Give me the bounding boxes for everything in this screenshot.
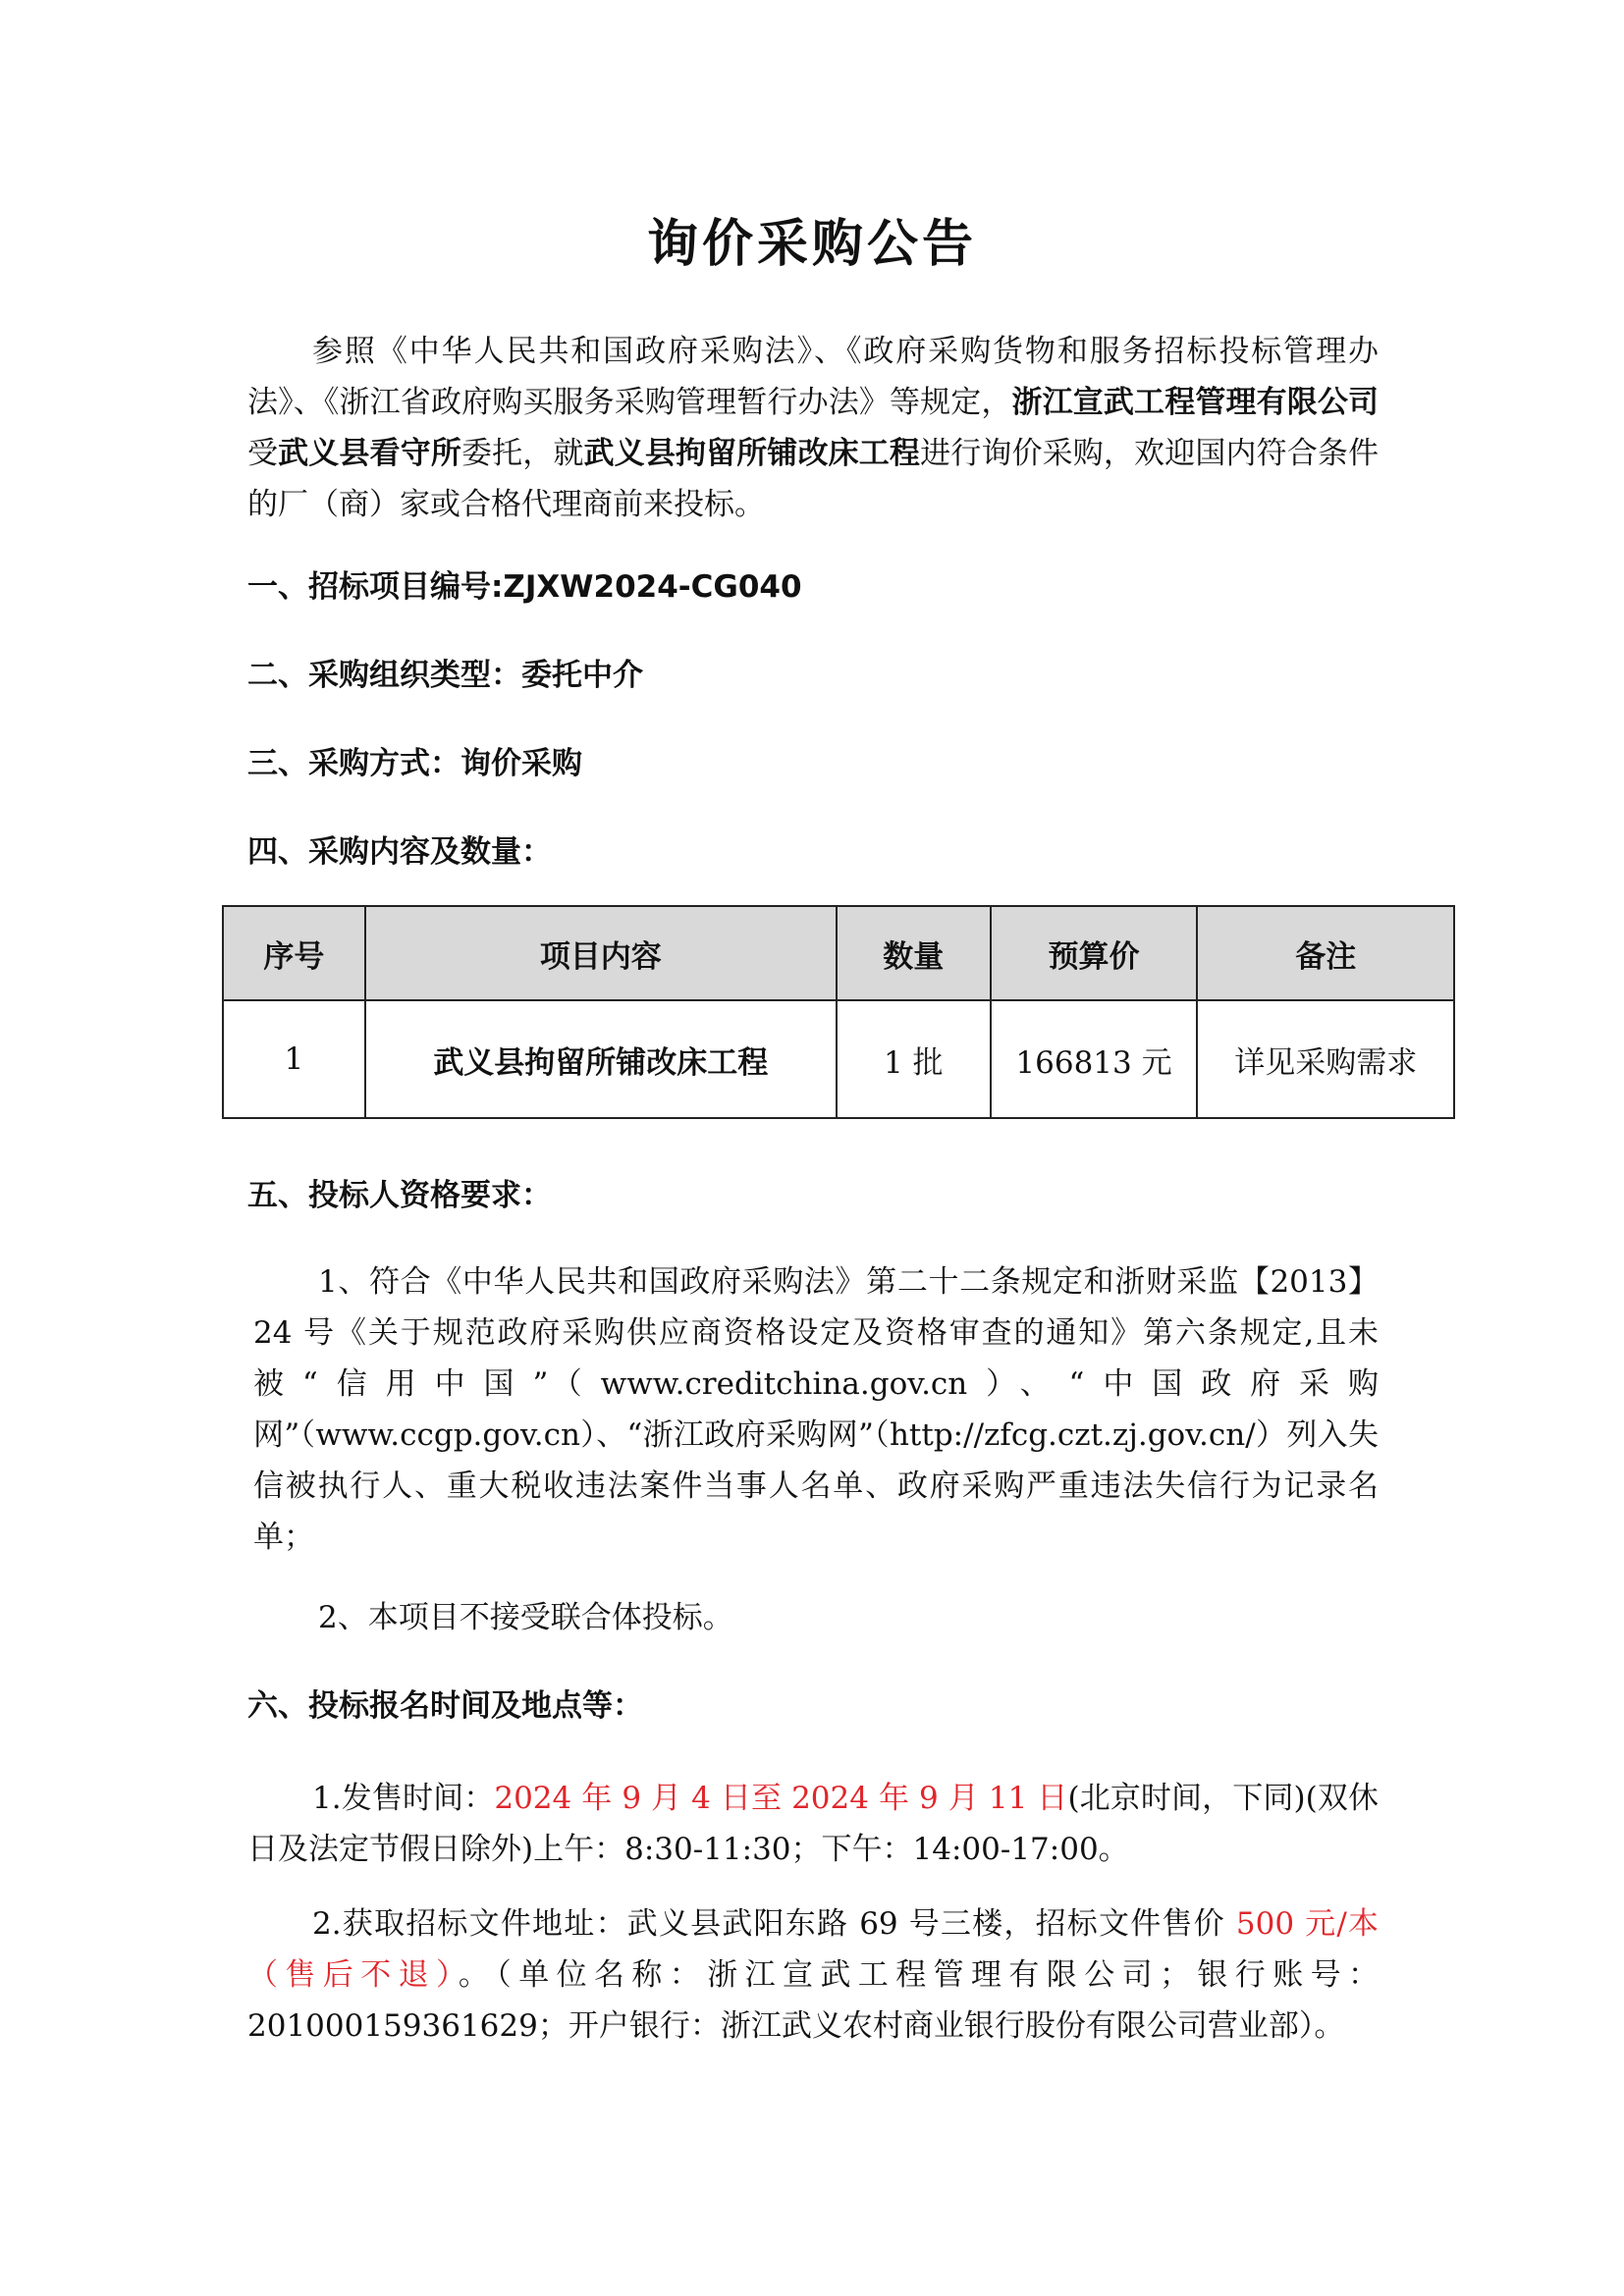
header-budget: 预算价 xyxy=(991,906,1198,1000)
intro-paragraph xyxy=(247,326,1379,530)
page-title: 询价采购公告 xyxy=(646,215,977,274)
intro-text-3: 委托，就 xyxy=(460,436,584,471)
intro-text-2: 受 xyxy=(247,436,279,471)
intro-text-1: 参照《中华人民共和国政府采购法》、《政府采购货物和服务招标投标管理办法》、《浙江省政府购买服务采购管理暂行办法》等规定， xyxy=(247,334,1379,420)
agency-name: 浙江宣武工程管理有限公司 xyxy=(1011,385,1380,420)
qualification-item-1: 1、符合《中华人民共和国政府采购法》第二十二条规定和浙财采监【2013】24 号《关于规范政府采购供应商资格设定及资格审查的通知》第六条规定,且未被“信用中国”（www.creditchina.gov.cn）、“中国政府采购网”（www.ccgp.gov.cn）、“浙江政府采购网”（http://zfcg.czt.zj.gov.cn/）列入失信被执行人、重大税收违法案件当事人名单、政府采购严重违法失信行为记录名单； xyxy=(253,1264,1379,1555)
client-name: 武义县看守所 xyxy=(278,436,461,471)
payment-details: 。（单位名称：浙江宣武工程管理有限公司；银行账号：201000159361629；开户银行：浙江武义农村商业银行股份有限公司营业部）。 xyxy=(247,1957,1380,2044)
table-row xyxy=(223,1000,1454,1118)
document-price: 500 元/本（售后不退） xyxy=(247,1906,1379,1993)
header-serial: 序号 xyxy=(223,906,365,1000)
header-quantity: 数量 xyxy=(837,906,991,1000)
qualification-item-2: 2、本项目不接受联合体投标。 xyxy=(318,1600,733,1635)
cell-budget: 166813 元 xyxy=(991,1000,1198,1118)
cell-content: 武义县拘留所铺改床工程 xyxy=(365,1000,837,1118)
section-project-number: 一、招标项目编号:ZJXW2024-CG040 xyxy=(247,569,802,605)
cell-quantity: 1 批 xyxy=(837,1000,991,1118)
section-content-quantity: 四、采购内容及数量： xyxy=(247,834,552,870)
section-qualifications: 五、投标人资格要求： xyxy=(247,1178,552,1213)
header-content: 项目内容 xyxy=(365,906,837,1000)
sale-time-label: 1.发售时间： xyxy=(312,1781,495,1816)
section-procurement-method: 三、采购方式：询价采购 xyxy=(247,746,582,781)
section-organization-type: 二、采购组织类型：委托中介 xyxy=(247,658,643,693)
table-header-row xyxy=(223,906,1454,1000)
cell-serial: 1 xyxy=(223,1000,365,1118)
sale-time-details: (北京时间，下同)(双休日及法定节假日除外)上午：8:30-11:30；下午：14:00-17:00。 xyxy=(247,1781,1379,1867)
registration-item-1 xyxy=(247,1773,1379,1875)
project-name: 武义县拘留所铺改床工程 xyxy=(583,436,921,471)
section-registration: 六、投标报名时间及地点等： xyxy=(247,1688,643,1724)
sale-dates: 2024 年 9 月 4 日至 2024 年 9 月 11 日 xyxy=(494,1781,1068,1816)
header-remarks: 备注 xyxy=(1197,906,1454,1000)
cell-remarks: 详见采购需求 xyxy=(1197,1000,1454,1118)
intro-text-4: 进行询价采购，欢迎国内符合条件的厂（商）家或合格代理商前来投标。 xyxy=(247,436,1380,522)
procurement-items-table xyxy=(222,905,1455,1119)
document-address: 2.获取招标文件地址：武义县武阳东路 69 号三楼，招标文件售价 xyxy=(312,1906,1236,1942)
registration-item-2 xyxy=(247,1898,1379,2052)
